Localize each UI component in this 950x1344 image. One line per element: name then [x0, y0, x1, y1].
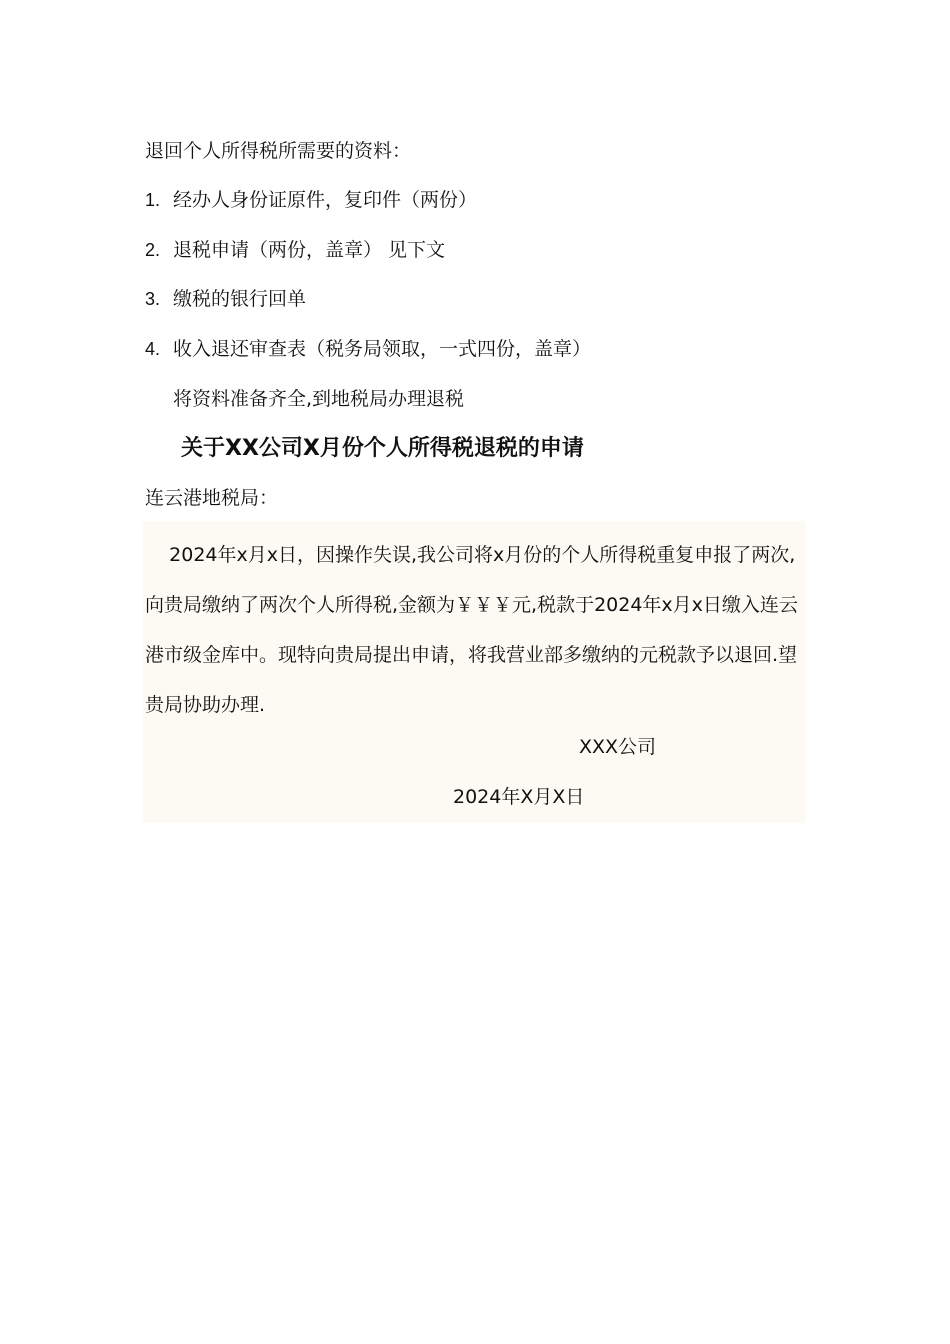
list-item-text: 缴税的银行回单	[173, 288, 307, 310]
intro-text: 退回个人所得税所需要的资料：	[145, 140, 412, 162]
note-text: 将资料准备齐全,到地税局办理退税	[173, 388, 465, 410]
list-item	[145, 237, 445, 263]
list-item-number: 1.	[145, 190, 161, 210]
list-item-number: 4.	[145, 339, 161, 359]
list-item-text: 退税申请（两份，盖章） 见下文	[173, 239, 446, 261]
list-item-number: 2.	[145, 240, 161, 260]
list-item-text: 经办人身份证原件，复印件（两份）	[173, 189, 478, 211]
list-item-text: 收入退还审查表（税务局领取，一式四份，盖章）	[173, 338, 592, 360]
letter-date: 2024年X月X日	[453, 786, 585, 808]
list-item	[145, 286, 306, 312]
list-item	[145, 336, 591, 362]
letter-salutation: 连云港地税局：	[145, 487, 279, 509]
letter-company: XXX公司	[579, 736, 657, 758]
list-item-number: 3.	[145, 289, 161, 309]
letter-body: 2024年x月x日，因操作失误,我公司将x月份的个人所得税重复申报了两次,向贵局缴纳了两次个人所得税,金额为￥￥￥元,税款于2024年x月x日缴入连云港市级金库中。现特向贵局提出申请，将我营业部多缴纳的元税款予以退回.望贵局协助办理.	[145, 544, 798, 716]
letter-title: 关于XX公司X月份个人所得税退税的申请	[181, 436, 584, 461]
list-item	[145, 187, 477, 213]
